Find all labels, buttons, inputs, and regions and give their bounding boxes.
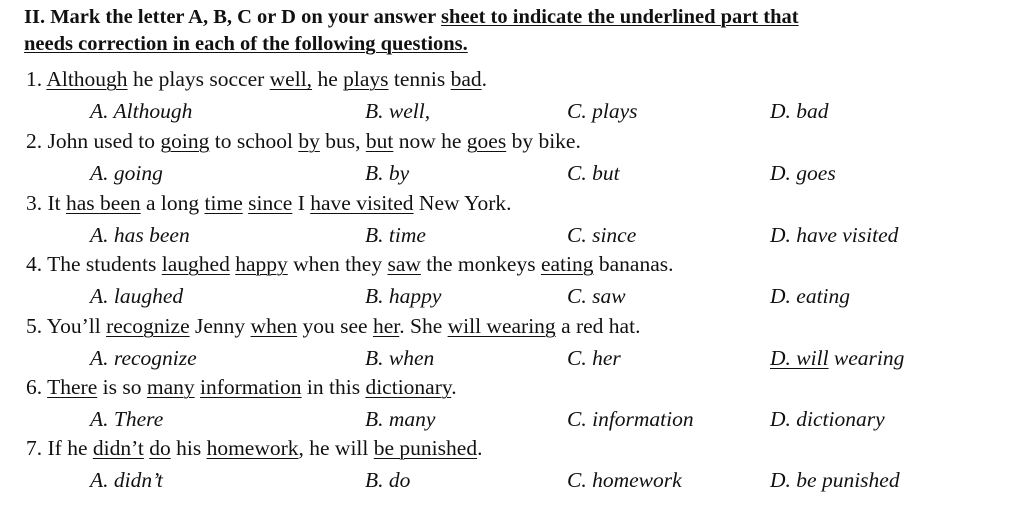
underlined-part: goes bbox=[466, 129, 507, 153]
underlined-part: but bbox=[365, 129, 394, 153]
question-4 bbox=[26, 251, 673, 277]
question-text: 6. bbox=[26, 375, 48, 399]
question-text: a long bbox=[140, 191, 205, 215]
option-a: A. going bbox=[90, 161, 163, 185]
option-d: D. eating bbox=[770, 284, 851, 308]
underlined-part: information bbox=[200, 375, 302, 399]
option-b: B. well, bbox=[365, 99, 431, 123]
option-c: C. homework bbox=[567, 468, 682, 492]
underlined-part: bad bbox=[450, 67, 482, 91]
question-5 bbox=[26, 313, 640, 339]
option-d: D. bad bbox=[770, 99, 829, 123]
question-text: New York. bbox=[413, 191, 512, 215]
option-d: D. goes bbox=[770, 161, 836, 185]
question-text: . bbox=[481, 67, 488, 91]
question-2 bbox=[26, 128, 581, 154]
option-c: C. information bbox=[567, 407, 694, 431]
underlined-part: have visited bbox=[310, 191, 414, 215]
underlined-part: laughed bbox=[161, 252, 230, 276]
option-rest: wearing bbox=[828, 346, 905, 370]
underlined-part: many bbox=[146, 375, 195, 399]
question-text: . bbox=[451, 375, 457, 399]
question-text: to school bbox=[209, 129, 299, 153]
underlined-part: when bbox=[250, 314, 298, 338]
question-text: Jenny bbox=[189, 314, 251, 338]
underlined-part: her bbox=[372, 314, 400, 338]
option-a: A. Although bbox=[90, 99, 193, 123]
question-7 bbox=[26, 435, 482, 461]
question-text: tennis bbox=[388, 67, 451, 91]
option-a: A. There bbox=[90, 407, 164, 431]
underlined-part: eating bbox=[540, 252, 594, 276]
underlined-part: There bbox=[47, 375, 98, 399]
question-text: in this bbox=[301, 375, 366, 399]
question-text: , he will bbox=[298, 436, 374, 460]
option-b: B. time bbox=[365, 223, 426, 247]
underlined-part: be punished bbox=[373, 436, 478, 460]
option-c: C. since bbox=[567, 223, 637, 247]
option-d: D. be punished bbox=[770, 468, 900, 492]
underlined-part: do bbox=[149, 436, 171, 460]
question-text: 5. You’ll bbox=[26, 314, 107, 338]
option-c: C. plays bbox=[567, 99, 638, 123]
option-underlined-part: D. will bbox=[770, 346, 829, 370]
question-text: 4. The students bbox=[26, 252, 162, 276]
question-text: bus, bbox=[319, 129, 366, 153]
option-c: C. her bbox=[567, 346, 621, 370]
option-a: A. has been bbox=[90, 223, 190, 247]
question-text: a red hat. bbox=[555, 314, 641, 338]
option-c: C. saw bbox=[567, 284, 626, 308]
underlined-part: Although bbox=[46, 67, 128, 91]
option-d: D. dictionary bbox=[770, 407, 885, 431]
option-b: B. many bbox=[365, 407, 436, 431]
question-text: now he bbox=[393, 129, 467, 153]
option-b: B. when bbox=[365, 346, 435, 370]
question-text: when they bbox=[287, 252, 388, 276]
question-3 bbox=[26, 190, 512, 216]
option-a: A. recognize bbox=[90, 346, 197, 370]
question-text: . She bbox=[399, 314, 448, 338]
question-text: 2. John used to bbox=[26, 129, 161, 153]
question-text: bananas. bbox=[593, 252, 674, 276]
question-text: the monkeys bbox=[420, 252, 541, 276]
underlined-part: homework bbox=[206, 436, 299, 460]
underlined-part: didn’t bbox=[92, 436, 144, 460]
question-text: 7. If he bbox=[26, 436, 93, 460]
heading-line1-start: II. Mark the letter A, B, C or D on your answer bbox=[24, 6, 442, 28]
question-text: . bbox=[477, 436, 483, 460]
option-c: C. but bbox=[567, 161, 620, 185]
question-text: I bbox=[292, 191, 311, 215]
question-text: by bike. bbox=[506, 129, 581, 153]
option-d bbox=[770, 345, 904, 371]
question-text: his bbox=[170, 436, 207, 460]
underlined-part: well, bbox=[269, 67, 313, 91]
heading-line1-underlined: sheet to indicate the underlined part that bbox=[441, 6, 799, 28]
underlined-part: time bbox=[204, 191, 243, 215]
option-a: A. laughed bbox=[90, 284, 184, 308]
underlined-part: has been bbox=[66, 191, 141, 215]
underlined-part: saw bbox=[387, 252, 421, 276]
underlined-part: plays bbox=[343, 67, 389, 91]
question-text: 3. It bbox=[26, 191, 67, 215]
underlined-part: dictionary bbox=[365, 375, 452, 399]
instruction-heading bbox=[24, 4, 1009, 58]
underlined-part: happy bbox=[235, 252, 288, 276]
underlined-part: since bbox=[248, 191, 293, 215]
underlined-part: by bbox=[298, 129, 320, 153]
question-text: you see bbox=[297, 314, 373, 338]
question-text: is so bbox=[97, 375, 147, 399]
underlined-part: will wearing bbox=[447, 314, 556, 338]
question-6 bbox=[26, 374, 457, 400]
option-a: A. didn’t bbox=[90, 468, 163, 492]
option-b: B. by bbox=[365, 161, 410, 185]
option-b: B. happy bbox=[365, 284, 442, 308]
question-1 bbox=[26, 66, 487, 92]
underlined-part: recognize bbox=[106, 314, 190, 338]
question-text: he plays soccer bbox=[127, 67, 270, 91]
question-text: 1. bbox=[26, 67, 47, 91]
underlined-part: going bbox=[160, 129, 210, 153]
option-d: D. have visited bbox=[770, 223, 899, 247]
question-text: he bbox=[312, 67, 344, 91]
heading-line2-underlined: needs correction in each of the following questions. bbox=[24, 33, 468, 55]
option-b: B. do bbox=[365, 468, 411, 492]
